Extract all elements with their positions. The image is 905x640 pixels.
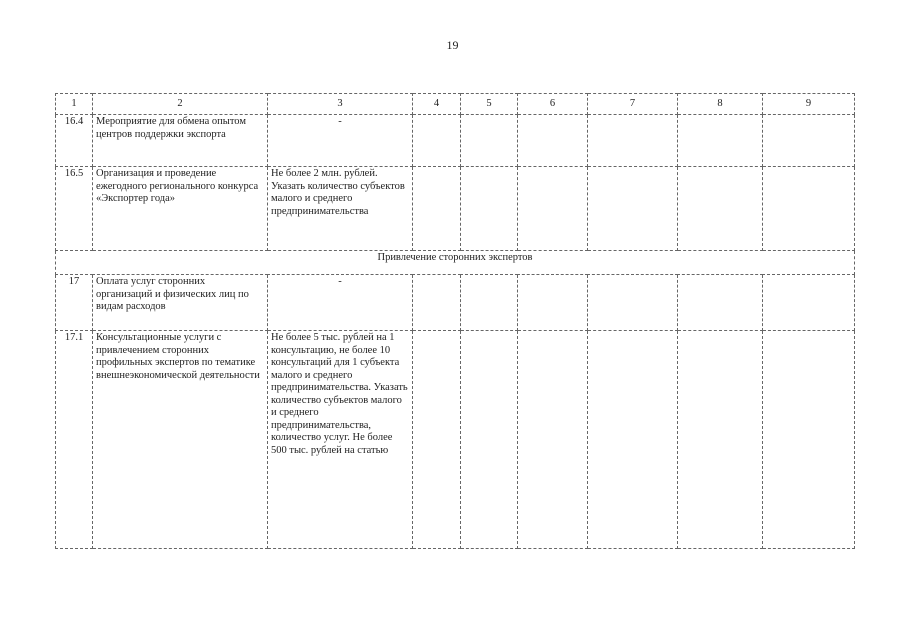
empty-cell	[461, 115, 518, 167]
empty-cell	[588, 167, 678, 251]
column-header: 3	[268, 94, 413, 115]
empty-cell	[518, 167, 588, 251]
empty-cell	[461, 275, 518, 331]
empty-cell	[518, 115, 588, 167]
empty-cell	[461, 167, 518, 251]
empty-cell	[461, 331, 518, 549]
section-row	[56, 251, 855, 275]
empty-cell	[678, 331, 763, 549]
column-header: 2	[93, 94, 268, 115]
empty-cell	[588, 331, 678, 549]
empty-cell	[588, 115, 678, 167]
table-row	[56, 115, 855, 167]
column-header: 1	[56, 94, 93, 115]
row-name: Консультационные услуги с привлечением сторонних профильных экспертов по тематике внешнеэкономической деятельности	[93, 331, 268, 549]
row-number: 16.5	[56, 167, 93, 251]
row-name: Организация и проведение ежегодного регионального конкурса «Экспортер года»	[93, 167, 268, 251]
row-limit: -	[268, 115, 413, 167]
expense-table	[55, 93, 855, 549]
table-row	[56, 167, 855, 251]
empty-cell	[588, 275, 678, 331]
column-header: 4	[413, 94, 461, 115]
column-header: 9	[763, 94, 855, 115]
row-limit: Не более 2 млн. рублей. Указать количество субъектов малого и среднего предпринимательства	[268, 167, 413, 251]
empty-cell	[763, 167, 855, 251]
empty-cell	[413, 167, 461, 251]
section-title: Привлечение сторонних экспертов	[56, 251, 855, 275]
row-limit: -	[268, 275, 413, 331]
row-number: 16.4	[56, 115, 93, 167]
column-header: 7	[588, 94, 678, 115]
column-number-row	[56, 94, 855, 115]
page-number: 19	[446, 38, 459, 52]
empty-cell	[518, 275, 588, 331]
empty-cell	[763, 275, 855, 331]
table-row	[56, 275, 855, 331]
row-name: Оплата услуг сторонних организаций и физических лиц по видам расходов	[93, 275, 268, 331]
empty-cell	[413, 331, 461, 549]
column-header: 6	[518, 94, 588, 115]
row-number: 17	[56, 275, 93, 331]
row-name: Мероприятие для обмена опытом центров поддержки экспорта	[93, 115, 268, 167]
column-header: 5	[461, 94, 518, 115]
empty-cell	[413, 115, 461, 167]
column-header: 8	[678, 94, 763, 115]
empty-cell	[678, 275, 763, 331]
row-number: 17.1	[56, 331, 93, 549]
empty-cell	[763, 115, 855, 167]
empty-cell	[413, 275, 461, 331]
table-row	[56, 331, 855, 549]
empty-cell	[763, 331, 855, 549]
empty-cell	[518, 331, 588, 549]
empty-cell	[678, 167, 763, 251]
row-limit: Не более 5 тыс. рублей на 1 консультацию, не более 10 консультаций для 1 субъекта малого и среднего предпринимательства. Указать количество субъектов малого и среднего предпринимательства, количество услуг. Не более 500 тыс. рублей на статью	[268, 331, 413, 549]
empty-cell	[678, 115, 763, 167]
